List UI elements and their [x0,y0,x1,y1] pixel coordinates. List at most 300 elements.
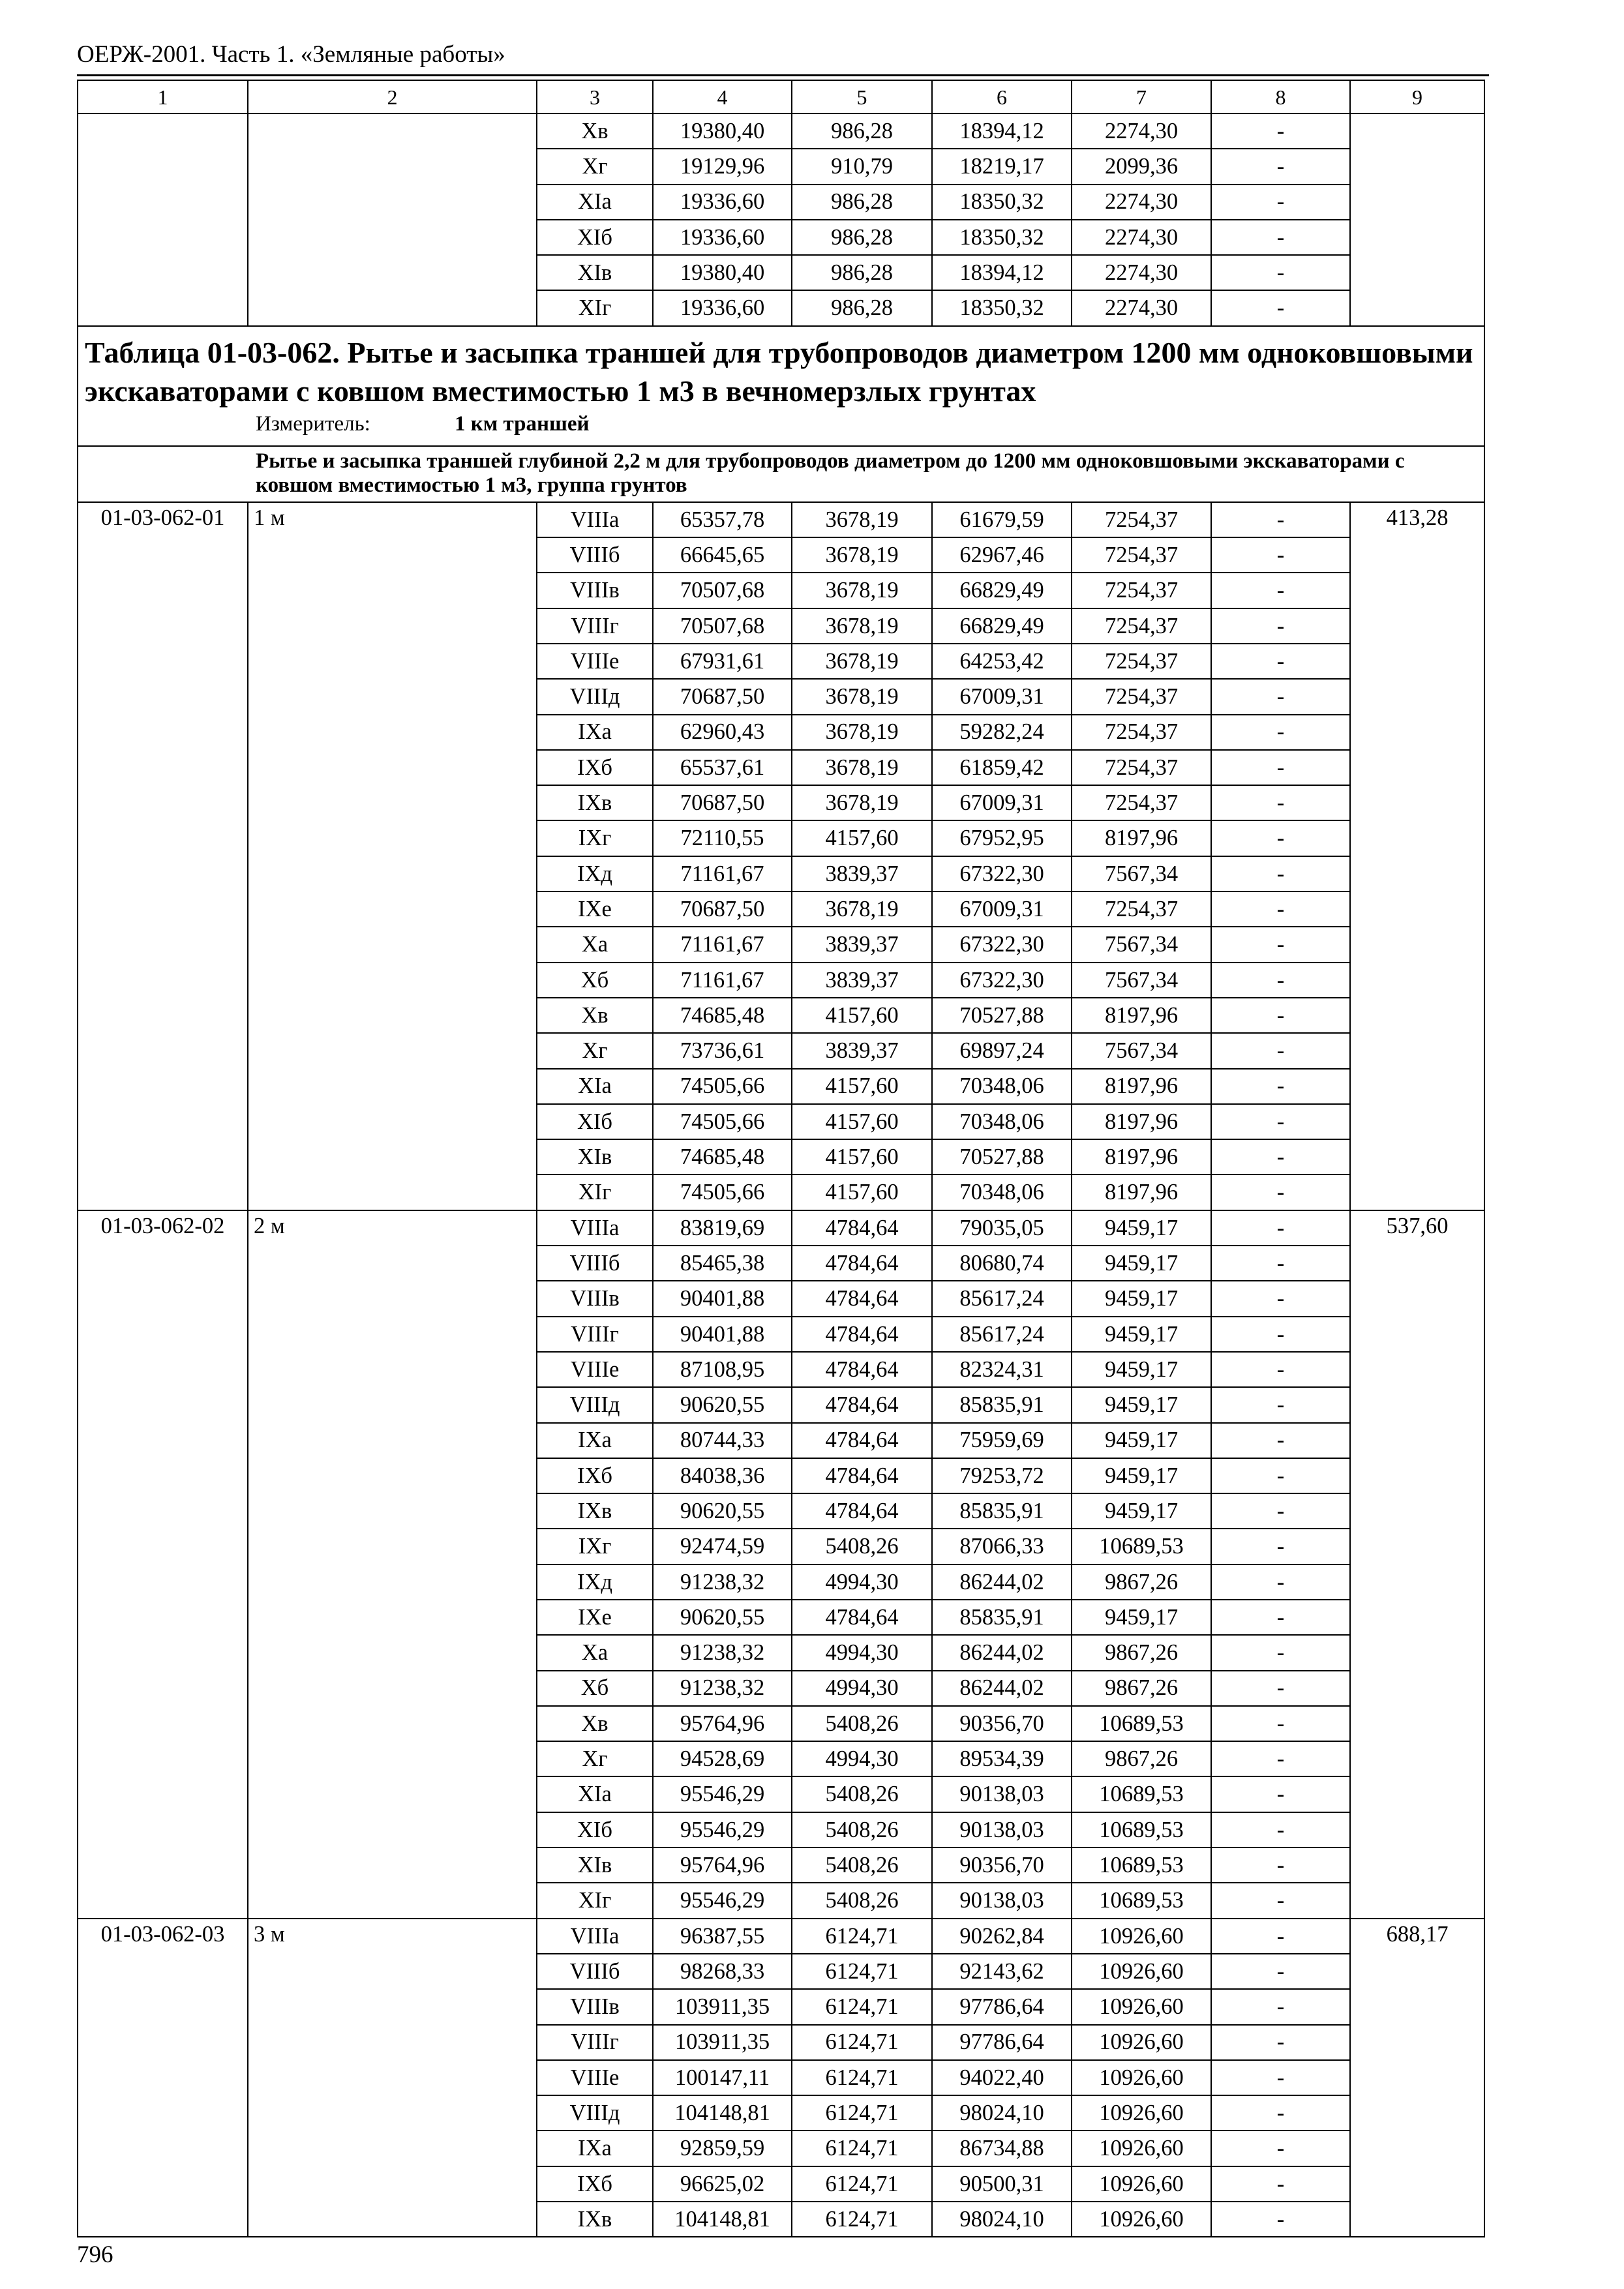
machinist-wages-cell: 10926,60 [1072,2202,1211,2237]
soil-group-cell: Xв [537,113,653,149]
materials-cell: - [1211,502,1350,537]
wages-cell: 4784,64 [792,1317,932,1352]
materials-cell: - [1211,1281,1350,1316]
wages-cell: 5408,26 [792,1812,932,1848]
machinist-wages-cell: 7567,34 [1072,856,1211,891]
machine-cost-cell: 97786,64 [932,1989,1072,2024]
table-row [78,1210,1484,1246]
direct-cost-cell: 87108,95 [653,1352,792,1387]
wages-cell: 4784,64 [792,1493,932,1529]
machine-cost-cell: 67009,31 [932,785,1072,820]
soil-group-cell: XIб [537,220,653,255]
soil-group-cell: XIа [537,1776,653,1812]
column-number: 6 [932,80,1072,113]
machine-cost-cell: 82324,31 [932,1352,1072,1387]
column-number: 5 [792,80,932,113]
rate-code: 01-03-062-01 [78,502,248,1210]
materials-cell: - [1211,2095,1350,2131]
soil-group-cell: VIIIб [537,1246,653,1281]
materials-cell: - [1211,290,1350,325]
volume-cell [1350,290,1484,325]
wages-cell: 4157,60 [792,1174,932,1210]
code-cell [78,113,248,326]
direct-cost-cell: 70507,68 [653,573,792,608]
direct-cost-cell: 94528,69 [653,1741,792,1776]
wages-cell: 6124,71 [792,1919,932,1954]
materials-cell: - [1211,1635,1350,1670]
soil-group-cell: XIа [537,1069,653,1104]
column-number: 1 [78,80,248,113]
machinist-wages-cell: 10926,60 [1072,1919,1211,1954]
wages-cell: 4784,64 [792,1387,932,1422]
direct-cost-cell: 96625,02 [653,2166,792,2202]
section-heading: Рытье и засыпка траншей глубиной 2,2 м для трубопроводов диаметром до 1200 мм одноковшовыми экскаваторами с ковшом вместимостью 1 м3, группа грунтов [256,449,1405,497]
column-number: 7 [1072,80,1211,113]
direct-cost-cell: 74505,66 [653,1069,792,1104]
description-cell [248,113,537,326]
wages-cell: 5408,26 [792,1776,932,1812]
machinist-wages-cell: 10926,60 [1072,2131,1211,2166]
wages-cell: 4784,64 [792,1352,932,1387]
machine-cost-cell: 98024,10 [932,2202,1072,2237]
soil-group-cell: VIIIг [537,1317,653,1352]
machinist-wages-cell: 7254,37 [1072,715,1211,750]
materials-cell: - [1211,1812,1350,1848]
soil-group-cell: VIIIд [537,2095,653,2131]
materials-cell: - [1211,679,1350,714]
machinist-wages-cell: 2274,30 [1072,255,1211,290]
machine-cost-cell: 90138,03 [932,1883,1072,1918]
wages-cell: 6124,71 [792,1989,932,2024]
machinist-wages-cell: 9459,17 [1072,1458,1211,1493]
wages-cell: 4157,60 [792,998,932,1033]
machinist-wages-cell: 7254,37 [1072,573,1211,608]
materials-cell: - [1211,1139,1350,1174]
wages-cell: 3678,19 [792,608,932,644]
machinist-wages-cell: 7254,37 [1072,679,1211,714]
wages-cell: 4994,30 [792,1635,932,1670]
materials-cell: - [1211,963,1350,998]
machine-cost-cell: 85835,91 [932,1600,1072,1635]
materials-cell: - [1211,785,1350,820]
table-row [78,502,1484,537]
machine-cost-cell: 86244,02 [932,1635,1072,1670]
machinist-wages-cell: 10689,53 [1072,1883,1211,1918]
machine-cost-cell: 66829,49 [932,573,1072,608]
machinist-wages-cell: 10926,60 [1072,1989,1211,2024]
machine-cost-cell: 90356,70 [932,1706,1072,1741]
machine-cost-cell: 61859,42 [932,750,1072,785]
machine-cost-cell: 67952,95 [932,820,1072,856]
machine-cost-cell: 67009,31 [932,891,1072,927]
direct-cost-cell: 67931,61 [653,644,792,679]
volume-cell [1350,220,1484,255]
soil-group-cell: VIIIг [537,608,653,644]
direct-cost-cell: 95764,96 [653,1848,792,1883]
soil-group-cell: IXв [537,785,653,820]
soil-group-cell: IXв [537,1493,653,1529]
machinist-wages-cell: 10926,60 [1072,2025,1211,2060]
direct-cost-cell: 19336,60 [653,290,792,325]
materials-cell: - [1211,891,1350,927]
soil-group-cell: IXг [537,1529,653,1564]
wages-cell: 3678,19 [792,573,932,608]
soil-group-cell: Xг [537,1741,653,1776]
volume-cell [1350,113,1484,149]
direct-cost-cell: 91238,32 [653,1564,792,1600]
machinist-wages-cell: 8197,96 [1072,1069,1211,1104]
wages-cell: 6124,71 [792,2131,932,2166]
materials-cell: - [1211,1600,1350,1635]
direct-cost-cell: 74505,66 [653,1174,792,1210]
materials-cell: - [1211,1387,1350,1422]
machinist-wages-cell: 2099,36 [1072,149,1211,184]
wages-cell: 4784,64 [792,1210,932,1246]
column-number: 9 [1350,80,1484,113]
machinist-wages-cell: 8197,96 [1072,1139,1211,1174]
machinist-wages-cell: 7254,37 [1072,502,1211,537]
machinist-wages-cell: 9459,17 [1072,1352,1211,1387]
direct-cost-cell: 92859,59 [653,2131,792,2166]
machine-cost-cell: 18350,32 [932,185,1072,220]
machine-cost-cell: 62967,46 [932,537,1072,573]
machine-cost-cell: 70527,88 [932,1139,1072,1174]
materials-cell: - [1211,1493,1350,1529]
soil-group-cell: VIIIг [537,2025,653,2060]
wages-cell: 3839,37 [792,927,932,962]
wages-cell: 986,28 [792,220,932,255]
direct-cost-cell: 91238,32 [653,1635,792,1670]
machine-cost-cell: 18394,12 [932,255,1072,290]
soil-group-cell: XIв [537,255,653,290]
machine-cost-cell: 70348,06 [932,1069,1072,1104]
wages-cell: 4784,64 [792,1458,932,1493]
materials-cell: - [1211,644,1350,679]
wages-cell: 4994,30 [792,1564,932,1600]
direct-cost-cell: 84038,36 [653,1458,792,1493]
table-title-cell [78,326,1484,446]
wages-cell: 5408,26 [792,1706,932,1741]
soil-group-cell: VIIIв [537,1281,653,1316]
soil-group-cell: Xб [537,963,653,998]
trench-depth: 2 м [248,1210,537,1919]
materials-cell: - [1211,185,1350,220]
materials-cell: - [1211,1776,1350,1812]
machine-cost-cell: 86244,02 [932,1564,1072,1600]
page-header: ОЕРЖ-2001. Часть 1. «Земляные работы» [77,41,505,68]
direct-cost-cell: 66645,65 [653,537,792,573]
direct-cost-cell: 65357,78 [653,502,792,537]
soil-group-cell: XIв [537,1139,653,1174]
machine-cost-cell: 18350,32 [932,220,1072,255]
materials-cell: - [1211,1069,1350,1104]
machinist-wages-cell: 9459,17 [1072,1210,1211,1246]
machinist-wages-cell: 7254,37 [1072,537,1211,573]
machine-cost-cell: 94022,40 [932,2060,1072,2095]
soil-group-cell: IXе [537,1600,653,1635]
machine-cost-cell: 70348,06 [932,1104,1072,1139]
machinist-wages-cell: 7254,37 [1072,644,1211,679]
wages-cell: 4157,60 [792,1069,932,1104]
machine-cost-cell: 85835,91 [932,1387,1072,1422]
machine-cost-cell: 64253,42 [932,644,1072,679]
wages-cell: 4157,60 [792,1104,932,1139]
machine-cost-cell: 86244,02 [932,1671,1072,1706]
wages-cell: 3839,37 [792,963,932,998]
direct-cost-cell: 90401,88 [653,1281,792,1316]
machine-cost-cell: 90138,03 [932,1776,1072,1812]
materials-cell: - [1211,1174,1350,1210]
direct-cost-cell: 19380,40 [653,113,792,149]
soil-group-cell: VIIIа [537,1919,653,1954]
machine-cost-cell: 90262,84 [932,1919,1072,1954]
machine-cost-cell: 89534,39 [932,1741,1072,1776]
soil-group-cell: VIIIб [537,1954,653,1989]
soil-group-cell: XIг [537,290,653,325]
machine-cost-cell: 87066,33 [932,1529,1072,1564]
soil-group-cell: VIIIв [537,573,653,608]
materials-cell: - [1211,1210,1350,1246]
machine-cost-cell: 67322,30 [932,856,1072,891]
soil-group-cell: XIб [537,1104,653,1139]
direct-cost-cell: 80744,33 [653,1423,792,1458]
machinist-wages-cell: 8197,96 [1072,820,1211,856]
machine-cost-cell: 66829,49 [932,608,1072,644]
direct-cost-cell: 65537,61 [653,750,792,785]
wages-cell: 3678,19 [792,750,932,785]
materials-cell: - [1211,2131,1350,2166]
direct-cost-cell: 19380,40 [653,255,792,290]
machine-cost-cell: 67009,31 [932,679,1072,714]
wages-cell: 986,28 [792,255,932,290]
materials-cell: - [1211,750,1350,785]
machine-cost-cell: 85617,24 [932,1281,1072,1316]
wages-cell: 4784,64 [792,1281,932,1316]
machine-cost-cell: 90356,70 [932,1848,1072,1883]
materials-cell: - [1211,1706,1350,1741]
direct-cost-cell: 91238,32 [653,1671,792,1706]
materials-cell: - [1211,2166,1350,2202]
direct-cost-cell: 90620,55 [653,1600,792,1635]
wages-cell: 3678,19 [792,537,932,573]
soil-group-cell: Xг [537,149,653,184]
unit-row [85,411,1476,436]
materials-cell: - [1211,856,1350,891]
machinist-wages-cell: 9459,17 [1072,1281,1211,1316]
direct-cost-cell: 100147,11 [653,2060,792,2095]
materials-cell: - [1211,1104,1350,1139]
direct-cost-cell: 92474,59 [653,1529,792,1564]
wages-cell: 5408,26 [792,1848,932,1883]
soil-group-cell: Xа [537,927,653,962]
wages-cell: 4784,64 [792,1600,932,1635]
unit-value: 1 км траншей [455,411,590,436]
machine-cost-cell: 80680,74 [932,1246,1072,1281]
soil-group-cell: IXа [537,1423,653,1458]
materials-cell: - [1211,537,1350,573]
volume-cell: 413,28 [1350,502,1484,1210]
materials-cell: - [1211,1423,1350,1458]
wages-cell: 6124,71 [792,1954,932,1989]
materials-cell: - [1211,1317,1350,1352]
rate-code: 01-03-062-03 [78,1919,248,2237]
direct-cost-cell: 103911,35 [653,1989,792,2024]
wages-cell: 6124,71 [792,2060,932,2095]
direct-cost-cell: 73736,61 [653,1033,792,1068]
machinist-wages-cell: 10926,60 [1072,2095,1211,2131]
soil-group-cell: VIIIв [537,1989,653,2024]
materials-cell: - [1211,1989,1350,2024]
wages-cell: 5408,26 [792,1883,932,1918]
machine-cost-cell: 98024,10 [932,2095,1072,2131]
materials-cell: - [1211,1741,1350,1776]
machine-cost-cell: 59282,24 [932,715,1072,750]
machinist-wages-cell: 7567,34 [1072,927,1211,962]
machinist-wages-cell: 10689,53 [1072,1529,1211,1564]
soil-group-cell: IXв [537,2202,653,2237]
soil-group-cell: Xв [537,1706,653,1741]
direct-cost-cell: 85465,38 [653,1246,792,1281]
wages-cell: 5408,26 [792,1529,932,1564]
direct-cost-cell: 70687,50 [653,891,792,927]
column-number-row [78,80,1484,113]
machine-cost-cell: 79035,05 [932,1210,1072,1246]
soil-group-cell: IXа [537,2131,653,2166]
wages-cell: 3839,37 [792,1033,932,1068]
machinist-wages-cell: 9867,26 [1072,1564,1211,1600]
materials-cell: - [1211,1919,1350,1954]
volume-cell: 688,17 [1350,1919,1484,2237]
machine-cost-cell: 67322,30 [932,927,1072,962]
materials-cell: - [1211,1671,1350,1706]
soil-group-cell: IXб [537,750,653,785]
wages-cell: 3678,19 [792,715,932,750]
direct-cost-cell: 90620,55 [653,1493,792,1529]
soil-group-cell: Xв [537,998,653,1033]
machinist-wages-cell: 9459,17 [1072,1246,1211,1281]
soil-group-cell: VIIIа [537,502,653,537]
materials-cell: - [1211,1529,1350,1564]
direct-cost-cell: 96387,55 [653,1919,792,1954]
machinist-wages-cell: 10926,60 [1072,2166,1211,2202]
machine-cost-cell: 67322,30 [932,963,1072,998]
table-row [78,113,1484,149]
wages-cell: 6124,71 [792,2202,932,2237]
materials-cell: - [1211,820,1350,856]
machine-cost-cell: 18350,32 [932,290,1072,325]
materials-cell: - [1211,608,1350,644]
volume-cell: 537,60 [1350,1210,1484,1919]
machine-cost-cell: 90500,31 [932,2166,1072,2202]
materials-cell: - [1211,149,1350,184]
soil-group-cell: VIIIе [537,2060,653,2095]
wages-cell: 3678,19 [792,502,932,537]
unit-label: Измеритель: [256,411,370,436]
section-heading-row [78,446,1484,502]
soil-group-cell: IXб [537,2166,653,2202]
materials-cell: - [1211,2202,1350,2237]
wages-cell: 4994,30 [792,1671,932,1706]
machinist-wages-cell: 10689,53 [1072,1812,1211,1848]
materials-cell: - [1211,220,1350,255]
machine-cost-cell: 79253,72 [932,1458,1072,1493]
machinist-wages-cell: 7567,34 [1072,963,1211,998]
direct-cost-cell: 90620,55 [653,1387,792,1422]
soil-group-cell: IXд [537,1564,653,1600]
machinist-wages-cell: 9459,17 [1072,1387,1211,1422]
soil-group-cell: XIг [537,1883,653,1918]
machine-cost-cell: 70527,88 [932,998,1072,1033]
wages-cell: 3678,19 [792,785,932,820]
wages-cell: 3839,37 [792,856,932,891]
wages-cell: 3678,19 [792,891,932,927]
header-rule [77,74,1489,76]
machinist-wages-cell: 9867,26 [1072,1635,1211,1670]
direct-cost-cell: 103911,35 [653,2025,792,2060]
volume-cell [1350,149,1484,184]
wages-cell: 986,28 [792,290,932,325]
machine-cost-cell: 90138,03 [932,1812,1072,1848]
materials-cell: - [1211,1033,1350,1068]
direct-cost-cell: 98268,33 [653,1954,792,1989]
direct-cost-cell: 70687,50 [653,785,792,820]
materials-cell: - [1211,1954,1350,1989]
materials-cell: - [1211,998,1350,1033]
column-number: 4 [653,80,792,113]
wages-cell: 910,79 [792,149,932,184]
soil-group-cell: IXг [537,820,653,856]
wages-cell: 6124,71 [792,2025,932,2060]
page-number: 796 [77,2241,113,2268]
column-number: 2 [248,80,537,113]
machinist-wages-cell: 7254,37 [1072,891,1211,927]
direct-cost-cell: 83819,69 [653,1210,792,1246]
soil-group-cell: IXд [537,856,653,891]
machinist-wages-cell: 9459,17 [1072,1493,1211,1529]
materials-cell: - [1211,2025,1350,2060]
volume-cell [1350,185,1484,220]
trench-depth: 3 м [248,1919,537,2237]
machinist-wages-cell: 8197,96 [1072,1174,1211,1210]
machinist-wages-cell: 7567,34 [1072,1033,1211,1068]
machine-cost-cell: 85835,91 [932,1493,1072,1529]
column-number: 3 [537,80,653,113]
soil-group-cell: Xа [537,1635,653,1670]
direct-cost-cell: 104148,81 [653,2202,792,2237]
machinist-wages-cell: 10689,53 [1072,1776,1211,1812]
wages-cell: 4784,64 [792,1423,932,1458]
direct-cost-cell: 72110,55 [653,820,792,856]
machine-cost-cell: 86734,88 [932,2131,1072,2166]
machinist-wages-cell: 10689,53 [1072,1706,1211,1741]
wages-cell: 4157,60 [792,1139,932,1174]
materials-cell: - [1211,1458,1350,1493]
soil-group-cell: VIIIа [537,1210,653,1246]
table-row [78,1919,1484,1954]
direct-cost-cell: 62960,43 [653,715,792,750]
direct-cost-cell: 104148,81 [653,2095,792,2131]
machinist-wages-cell: 9459,17 [1072,1423,1211,1458]
machine-cost-cell: 92143,62 [932,1954,1072,1989]
wages-cell: 4994,30 [792,1741,932,1776]
soil-group-cell: IXе [537,891,653,927]
materials-cell: - [1211,255,1350,290]
machine-cost-cell: 18219,17 [932,149,1072,184]
materials-cell: - [1211,927,1350,962]
direct-cost-cell: 95546,29 [653,1812,792,1848]
wages-cell: 986,28 [792,185,932,220]
machinist-wages-cell: 7254,37 [1072,750,1211,785]
